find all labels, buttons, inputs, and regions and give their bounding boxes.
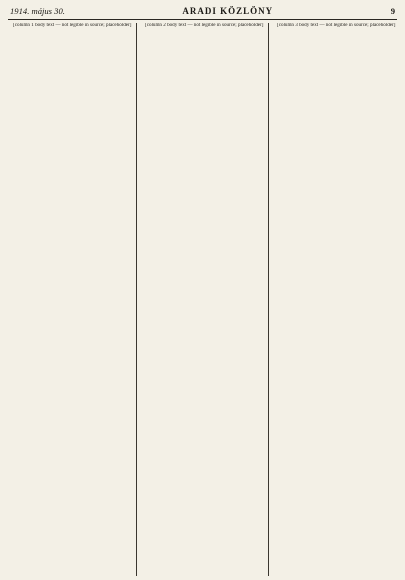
column-1 <box>8 23 133 576</box>
article-text: [column 1 body text — not legible in source; placeholder] <box>13 23 132 28</box>
page-header <box>8 6 397 20</box>
article-paragraph <box>8 23 133 29</box>
article-paragraph <box>140 23 265 29</box>
page-number: 9 <box>390 6 395 16</box>
text-columns <box>8 20 397 576</box>
column-3 <box>272 23 397 576</box>
column-divider <box>268 23 269 576</box>
column-2 <box>140 23 265 576</box>
issue-date: 1914. május 30. <box>10 6 65 16</box>
column-divider <box>136 23 137 576</box>
article-text: [column 2 body text — not legible in source; placeholder] <box>145 23 264 28</box>
article-paragraph <box>272 23 397 29</box>
newspaper-title: ARADI KÖZLÖNY <box>182 6 274 16</box>
article-text: [column 3 body text — not legible in source; placeholder] <box>277 23 396 28</box>
